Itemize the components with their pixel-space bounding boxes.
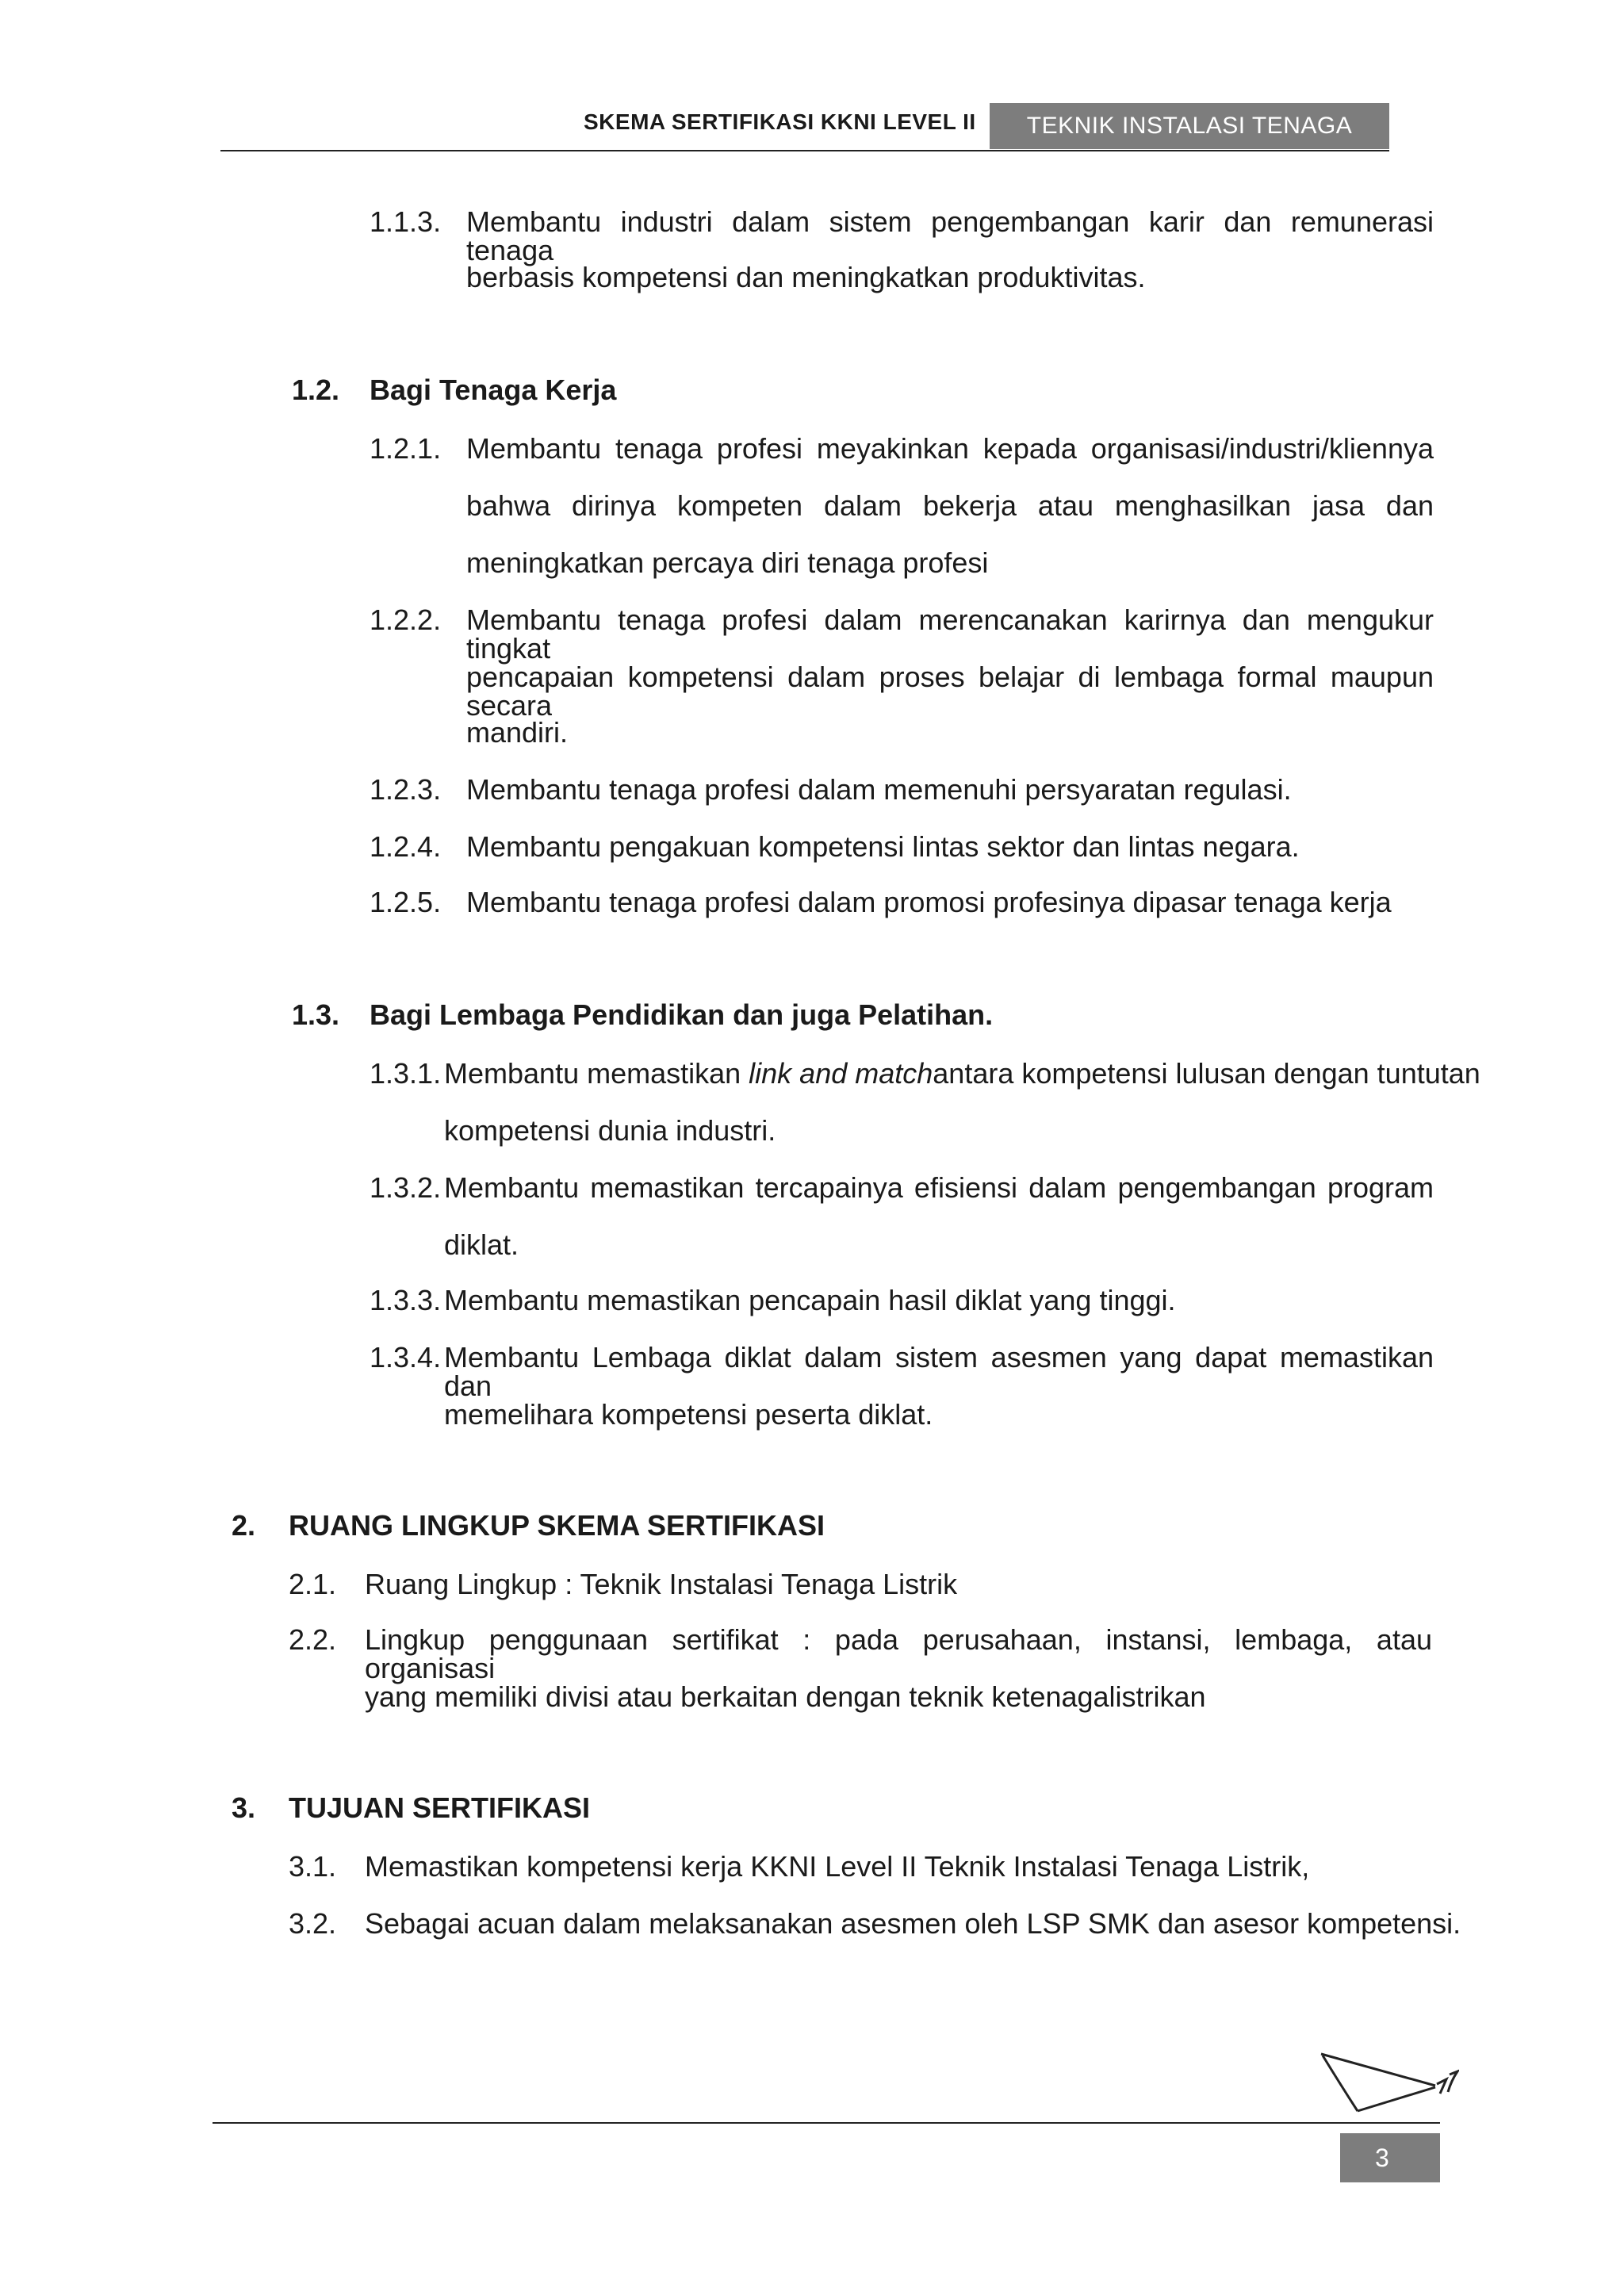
item-number: 1.3.3. <box>370 1284 442 1316</box>
item-number: 2.1. <box>289 1568 337 1600</box>
header-program-title: TEKNIK INSTALASI TENAGA LISTRIK <box>990 103 1389 149</box>
page-number-box <box>1340 2133 1440 2182</box>
item-text-line: Membantu memastikan tercapainya efisiensi dalam pengembangan program <box>444 1171 1434 1204</box>
item-text-line: memelihara kompetensi peserta diklat. <box>444 1398 933 1431</box>
footer-rule <box>213 2122 1440 2124</box>
item-text-line: Membantu industri dalam sistem pengembangan karir dan remunerasi tenaga <box>466 205 1434 266</box>
item-number: 1.3.1. <box>370 1057 442 1090</box>
item-text-italic: link and match <box>749 1057 933 1090</box>
header-scheme-title: SKEMA SERTIFIKASI KKNI LEVEL II <box>584 109 976 134</box>
item-number: 1.2.5. <box>370 886 442 918</box>
item-text-line: Ruang Lingkup : Teknik Instalasi Tenaga Listrik <box>365 1568 958 1600</box>
item-text-line: Membantu tenaga profesi meyakinkan kepada organisasi/industri/kliennya <box>466 432 1434 465</box>
item-text-run: Membantu memastikan <box>444 1057 749 1090</box>
item-text-line: yang memiliki divisi atau berkaitan dengan teknik ketenagalistrikan <box>365 1680 1206 1713</box>
item-text-line: diklat. <box>444 1228 519 1261</box>
item-number: 1.2.4. <box>370 830 442 863</box>
item-text-line: meningkatkan percaya diri tenaga profesi <box>466 546 989 579</box>
item-text-line: Sebagai acuan dalam melaksanakan asesmen oleh LSP SMK dan asesor kompetensi. <box>365 1907 1461 1940</box>
item-text-line: Memastikan kompetensi kerja KKNI Level II Teknik Instalasi Tenaga Listrik, <box>365 1850 1310 1883</box>
section-number: 1.3. <box>292 998 340 1031</box>
item-number: 1.3.4. <box>370 1341 442 1374</box>
item-text-line: Membantu tenaga profesi dalam memenuhi persyaratan regulasi. <box>466 773 1292 806</box>
item-number: 3.1. <box>289 1850 337 1883</box>
item-text-line: Membantu pengakuan kompetensi lintas sektor dan lintas negara. <box>466 830 1300 863</box>
item-number: 3.2. <box>289 1907 337 1940</box>
item-text-line: kompetensi dunia industri. <box>444 1114 776 1147</box>
section-heading: Bagi Tenaga Kerja <box>370 374 617 406</box>
item-number: 1.2.3. <box>370 773 442 806</box>
item-number: 2.2. <box>289 1623 337 1656</box>
item-number: 1.2.1. <box>370 432 442 465</box>
section-heading: Bagi Lembaga Pendidikan dan juga Pelatihan. <box>370 998 994 1031</box>
header-rule <box>220 150 1389 151</box>
section-heading: RUANG LINGKUP SKEMA SERTIFIKASI <box>289 1509 825 1542</box>
item-text-line: Membantu tenaga profesi dalam promosi profesinya dipasar tenaga kerja <box>466 886 1392 918</box>
section-number: 2. <box>232 1509 256 1542</box>
item-text-line: Membantu Lembaga diklat dalam sistem asesmen yang dapat memastikan dan <box>444 1341 1434 1402</box>
section-number: 3. <box>232 1791 256 1824</box>
item-text-line: mandiri. <box>466 716 569 749</box>
item-text-line: Membantu tenaga profesi dalam merencanakan karirnya dan mengukur tingkat <box>466 603 1434 665</box>
item-text-line: Lingkup penggunaan sertifikat : pada perusahaan, instansi, lembaga, atau organisasi <box>365 1623 1432 1684</box>
item-text-line: Membantu memastikan pencapain hasil diklat yang tinggi. <box>444 1284 1176 1316</box>
item-number: 1.3.2. <box>370 1171 442 1204</box>
item-text-line: bahwa dirinya kompeten dalam bekerja atau menghasilkan jasa dan <box>466 489 1434 522</box>
item-number: 1.2.2. <box>370 603 442 636</box>
item-text-run: antara kompetensi lulusan dengan tuntutan <box>933 1057 1480 1090</box>
section-number: 1.2. <box>292 374 340 406</box>
section-heading: TUJUAN SERTIFIKASI <box>289 1791 591 1824</box>
item-text-line: berbasis kompetensi dan meningkatkan produktivitas. <box>466 261 1146 293</box>
item-text-line <box>444 1059 1480 1088</box>
item-number: 1.1.3. <box>370 205 442 238</box>
page-number: 3 <box>1375 2144 1389 2172</box>
signature-initial <box>1316 2044 1459 2132</box>
item-text-line: pencapaian kompetensi dalam proses belajar di lembaga formal maupun secara <box>466 661 1434 722</box>
